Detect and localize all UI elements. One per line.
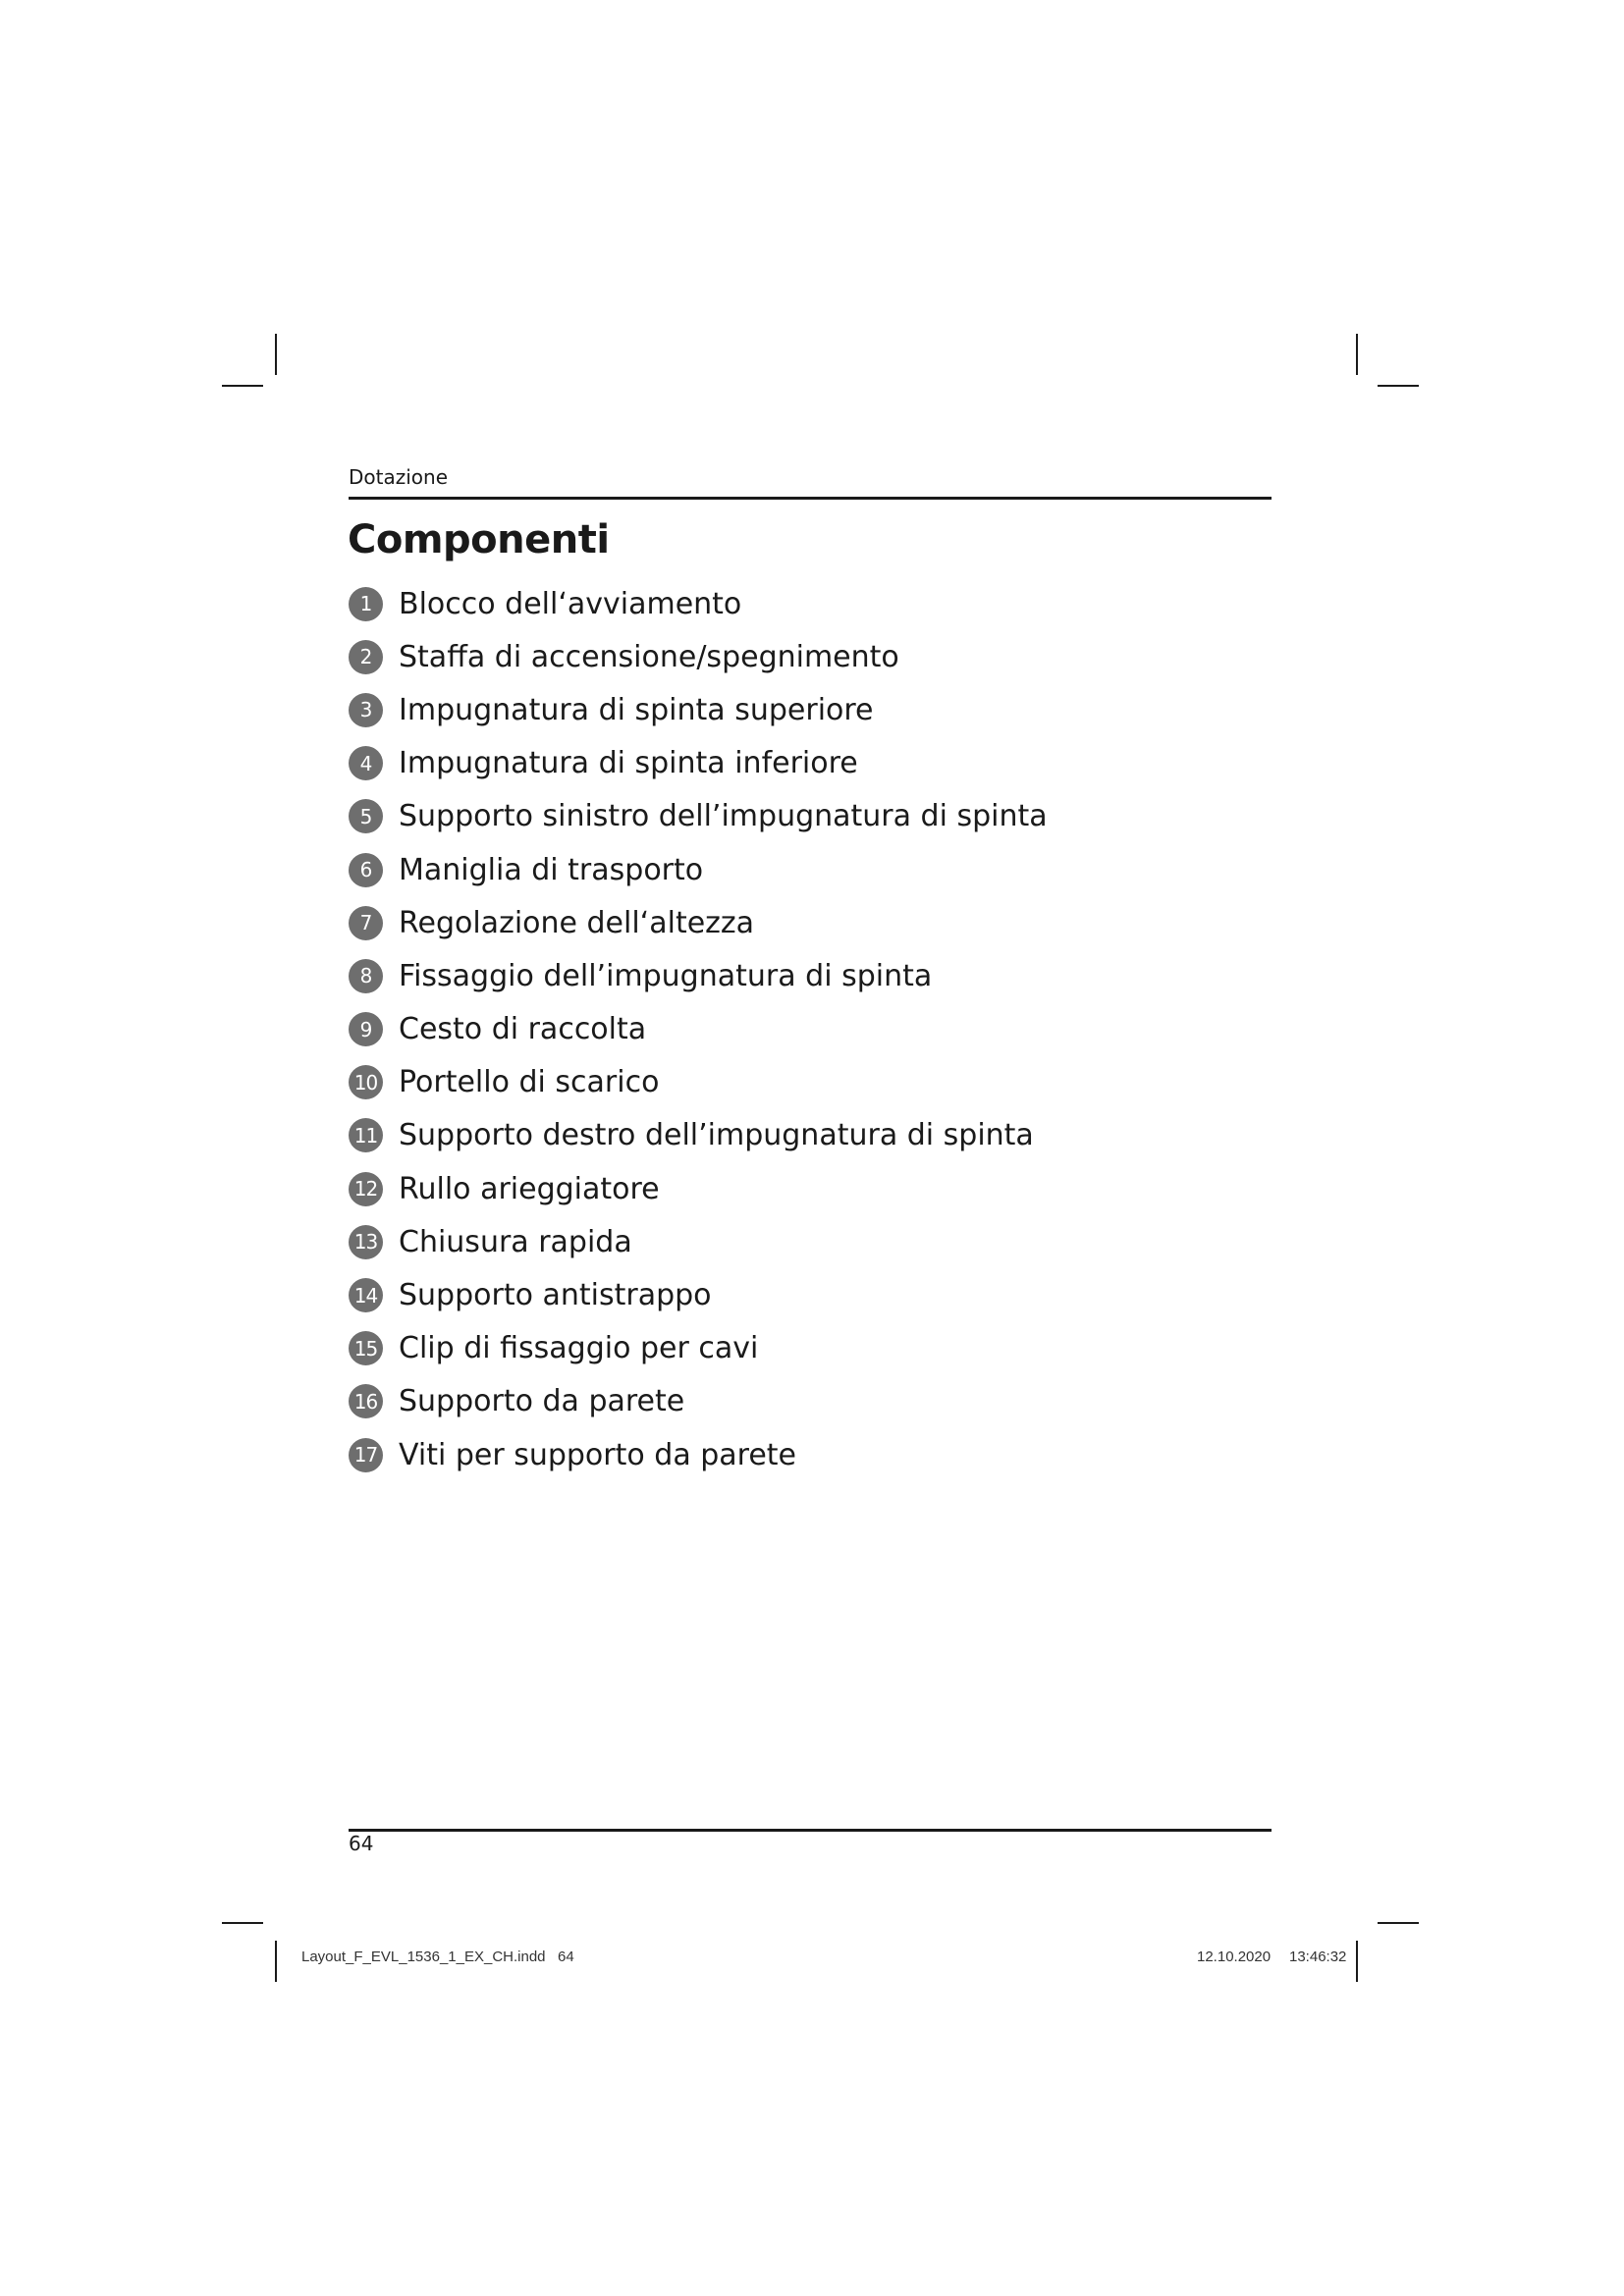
print-slug-date: 12.10.2020 — [1197, 1949, 1272, 1965]
number-badge: 13 — [349, 1225, 383, 1259]
list-item — [349, 1268, 1048, 1321]
list-item — [349, 949, 1048, 1002]
component-label: Impugnatura di spinta superiore — [399, 692, 874, 727]
component-label: Rullo arieggiatore — [399, 1171, 660, 1206]
crop-mark-top-left-vertical — [275, 334, 277, 375]
component-label: Supporto destro dell’impugnatura di spinta — [399, 1118, 1034, 1153]
component-label: Maniglia di trasporto — [399, 852, 704, 887]
list-item — [349, 843, 1048, 896]
list-item — [349, 737, 1048, 790]
number-badge: 9 — [349, 1012, 383, 1046]
component-label: Staffa di accensione/spegnimento — [399, 639, 899, 674]
number-badge: 17 — [349, 1438, 383, 1472]
list-item — [349, 630, 1048, 683]
crop-mark-bottom-left-vertical — [275, 1941, 277, 1982]
list-item — [349, 1109, 1048, 1162]
number-badge: 2 — [349, 640, 383, 674]
crop-mark-top-right-vertical — [1356, 334, 1358, 375]
component-label: Clip di fissaggio per cavi — [399, 1331, 759, 1366]
number-badge: 1 — [349, 587, 383, 621]
list-item — [349, 1428, 1048, 1481]
components-list — [349, 577, 1048, 1481]
component-label: Fissaggio dell’impugnatura di spinta — [399, 958, 933, 993]
component-label: Impugnatura di spinta inferiore — [399, 746, 858, 781]
number-badge: 7 — [349, 906, 383, 940]
number-badge: 6 — [349, 853, 383, 887]
page-title: Componenti — [348, 517, 610, 562]
number-badge: 4 — [349, 746, 383, 780]
list-item — [349, 790, 1048, 843]
number-badge: 15 — [349, 1331, 383, 1365]
list-item — [349, 1056, 1048, 1109]
number-badge: 8 — [349, 959, 383, 993]
list-item — [349, 577, 1048, 630]
component-label: Chiusura rapida — [399, 1224, 632, 1259]
component-label: Blocco dell‘avviamento — [399, 586, 742, 621]
header-rule — [349, 497, 1272, 500]
list-item — [349, 683, 1048, 736]
crop-mark-top-left-horizontal — [222, 385, 263, 387]
print-slug-file: Layout_F_EVL_1536_1_EX_CH.indd 64 — [301, 1949, 574, 1965]
print-slug-time: 13:46:32 — [1289, 1949, 1347, 1965]
section-label: Dotazione — [349, 465, 449, 489]
list-item — [349, 1003, 1048, 1056]
number-badge: 11 — [349, 1118, 383, 1152]
page-number: 64 — [349, 1832, 374, 1855]
component-label: Portello di scarico — [399, 1065, 660, 1100]
number-badge: 5 — [349, 799, 383, 833]
component-label: Cesto di raccolta — [399, 1012, 647, 1047]
component-label: Regolazione dell‘altezza — [399, 905, 755, 940]
number-badge: 14 — [349, 1278, 383, 1312]
list-item — [349, 1162, 1048, 1215]
footer-rule — [349, 1829, 1272, 1832]
component-label: Supporto sinistro dell’impugnatura di spinta — [399, 799, 1048, 834]
crop-mark-bottom-right-vertical — [1356, 1941, 1358, 1982]
list-item — [349, 1215, 1048, 1268]
number-badge: 3 — [349, 693, 383, 727]
component-label: Supporto antistrappo — [399, 1278, 712, 1313]
component-label: Supporto da parete — [399, 1384, 685, 1419]
number-badge: 16 — [349, 1384, 383, 1418]
number-badge: 10 — [349, 1065, 383, 1099]
list-item — [349, 896, 1048, 949]
component-label: Viti per supporto da parete — [399, 1437, 797, 1472]
crop-mark-bottom-left-horizontal — [222, 1922, 263, 1924]
crop-mark-bottom-right-horizontal — [1378, 1922, 1419, 1924]
list-item — [349, 1322, 1048, 1375]
crop-mark-top-right-horizontal — [1378, 385, 1419, 387]
list-item — [349, 1375, 1048, 1428]
number-badge: 12 — [349, 1172, 383, 1206]
